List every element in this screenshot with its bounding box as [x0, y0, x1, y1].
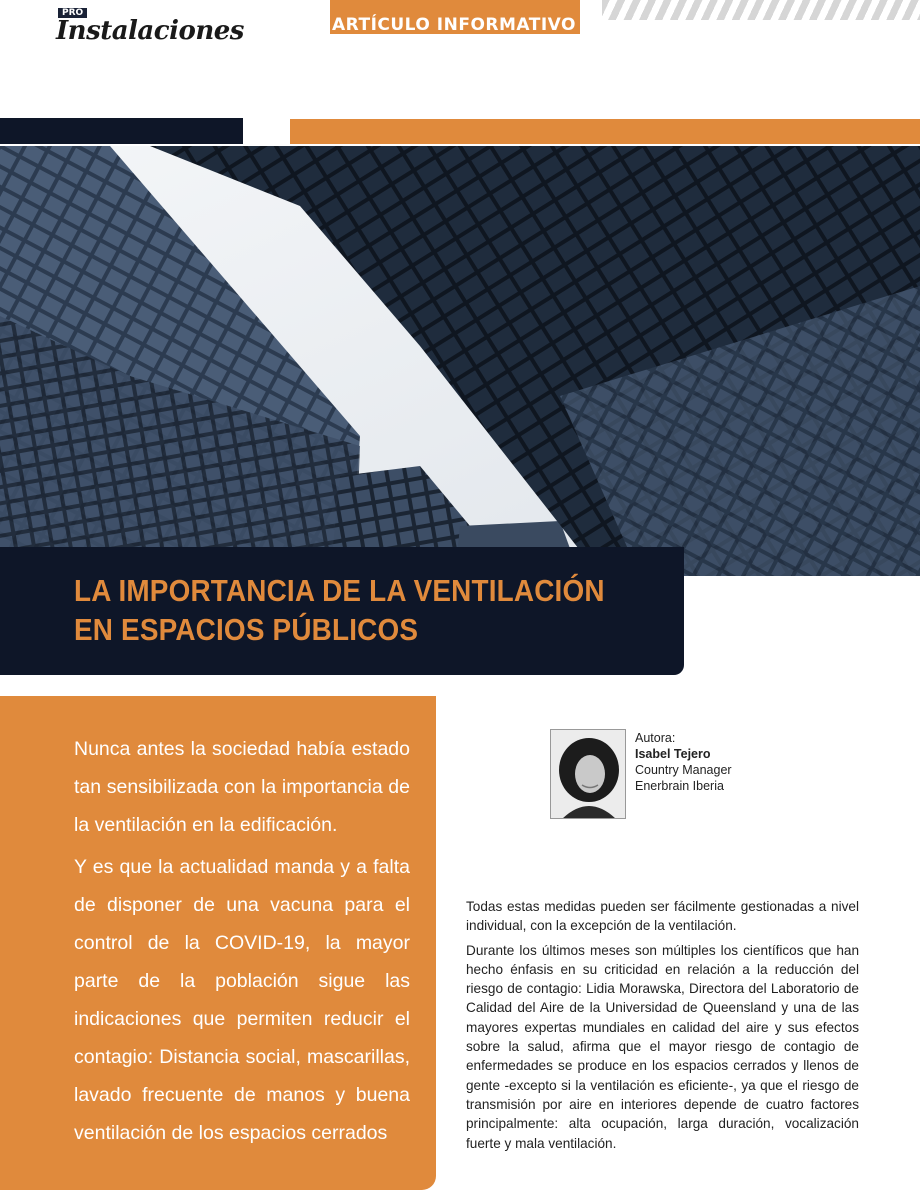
article-title-line2: EN ESPACIOS PÚBLICOS [74, 612, 419, 647]
article-title-line1: LA IMPORTANCIA DE LA VENTILACIÓN [74, 573, 605, 608]
author-portrait-icon [551, 730, 626, 819]
author-name: Isabel Tejero [635, 747, 711, 761]
article-title [74, 571, 614, 649]
hero-image [0, 146, 920, 576]
article-body [466, 897, 859, 1158]
author-label: Autora: [635, 731, 676, 745]
magazine-logo: Instalaciones [56, 16, 244, 46]
skyscrapers-photo-icon [0, 146, 920, 576]
body-paragraph: Durante los últimos meses son múltiples los científicos que han hecho énfasis en su criticidad en relación a la reducción del riesgo de contagio: Lidia Morawska, Directora del Laboratorio de Calidad del Aire de la Universidad de Queensland y una de las mayores expertas mundiales en calidad del aire y sus efectos sobre la salud, afirma que el mayor riesgo de contagio de enfermedades se produce en los espacios cerrados y llenos de gente -excepto si la ventilación es eficiente-, ya que el riesgo de transmisión por aire en interiores depende de cuatro factores principalmente: alta ocupación, larga duración, vocalización fuerte y mala ventilación. [466, 942, 859, 1151]
body-paragraph: Todas estas medidas pueden ser fácilmente gestionadas a nivel individual, con la excepción de la ventilación. [466, 899, 859, 934]
author-role: Country Manager [635, 763, 732, 777]
intro-paragraph: Y es que la actualidad manda y a falta de disponer de una vacuna para el control de la COVID-19, la mayor parte de la población sigue las indicaciones que permiten reducir el contagio: Distancia social, mascarillas, lavado frecuente de manos y buena ventilación de los espacios cerrados [74, 856, 410, 1144]
author-company: Enerbrain Iberia [635, 779, 724, 793]
author-photo [550, 729, 626, 819]
decorative-stripes [602, 0, 920, 20]
intro-text [74, 730, 410, 1152]
decorative-bar-navy [0, 118, 243, 144]
author-info [635, 730, 732, 794]
decorative-bar-orange [290, 119, 920, 144]
logo-pro-badge: PRO [58, 8, 87, 18]
section-label: ARTÍCULO INFORMATIVO [330, 0, 580, 34]
intro-paragraph: Nunca antes la sociedad había estado tan sensibilizada con la importancia de la ventilación en la edificación. [74, 738, 410, 836]
